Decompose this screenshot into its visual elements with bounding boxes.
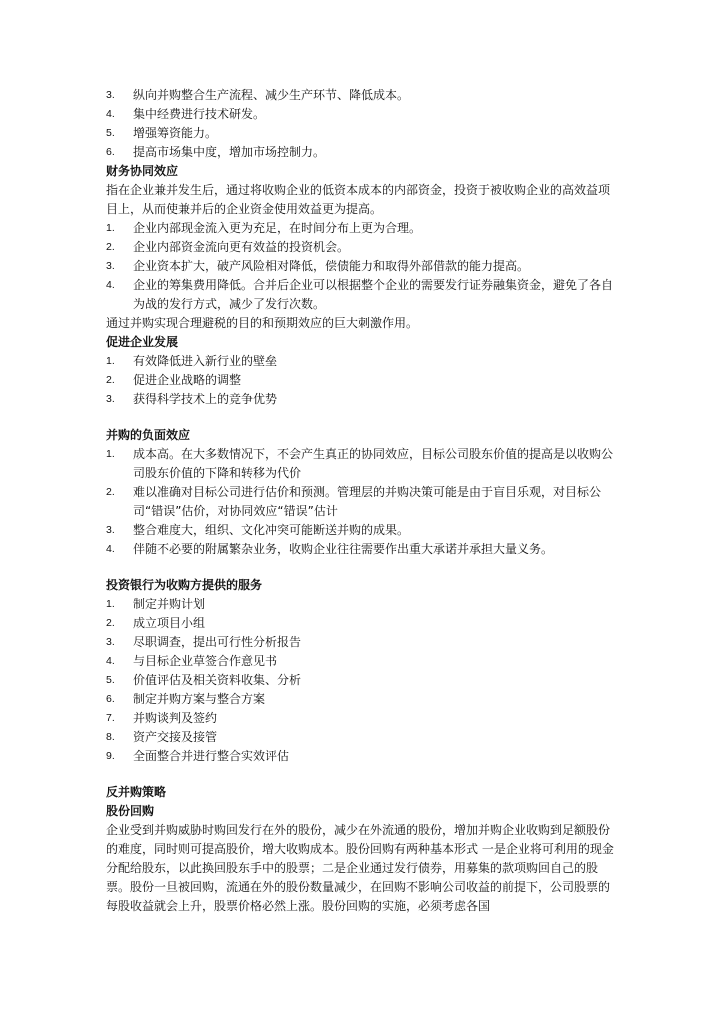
- list-item: [106, 595, 614, 614]
- list-number: 6.: [106, 693, 115, 705]
- list-item: [106, 276, 614, 314]
- list-item: [106, 521, 614, 540]
- list-text: 全面整合并进行整合实效评估: [133, 749, 290, 763]
- list-text: 纵向并购整合生产流程、减少生产环节、降低成本。: [133, 88, 410, 102]
- list-text: 资产交接及接管: [133, 730, 218, 744]
- ib-services-heading: 投资银行为收购方提供的服务: [106, 578, 263, 592]
- list-text: 价值评估及相关资料收集、分析: [133, 673, 302, 687]
- list-item: [106, 219, 614, 238]
- list-item: [106, 390, 614, 409]
- list-item: [106, 238, 614, 257]
- synergy-list: [106, 86, 614, 162]
- list-text: 成本高。在大多数情况下，不会产生真正的协同效应，目标公司股东价值的提高是以收购公司股东价值的下降和转移为代价: [133, 447, 614, 480]
- list-text: 集中经费进行技术研发。: [133, 107, 266, 121]
- list-number: 2.: [106, 241, 115, 253]
- document-page: [106, 86, 614, 916]
- list-item: [106, 690, 614, 709]
- list-text: 难以准确对目标公司进行估价和预测。管理层的并购决策可能是由于盲目乐观，对目标公司“错误”估价，对协同效应“错误”估计: [133, 485, 602, 518]
- list-item: [106, 540, 614, 559]
- list-item: [106, 257, 614, 276]
- list-text: 成立项目小组: [133, 616, 206, 630]
- development-heading: 促进企业发展: [106, 335, 179, 349]
- list-text: 整合难度大，组织、文化冲突可能断送并购的成果。: [133, 523, 410, 537]
- list-text: 企业资本扩大，破产风险相对降低，偿债能力和取得外部借款的能力提高。: [133, 259, 530, 273]
- financial-synergy-heading: 财务协同效应: [106, 164, 179, 178]
- list-item: [106, 143, 614, 162]
- list-item: [106, 728, 614, 747]
- list-text: 提高市场集中度，增加市场控制力。: [133, 145, 326, 159]
- list-text: 制定并购计划: [133, 597, 206, 611]
- list-text: 有效降低进入新行业的壁垒: [133, 354, 278, 368]
- list-item: [106, 633, 614, 652]
- list-number: 1.: [106, 222, 115, 234]
- negative-effects-heading: 并购的负面效应: [106, 428, 191, 442]
- list-item: [106, 124, 614, 143]
- anti-takeover-heading: 反并购策略: [106, 785, 167, 799]
- list-number: 2.: [106, 374, 115, 386]
- list-item: [106, 445, 614, 483]
- list-item: [106, 483, 614, 521]
- list-text: 企业内部资金流向更有效益的投资机会。: [133, 240, 350, 254]
- list-text: 尽职调查，提出可行性分析报告: [133, 635, 302, 649]
- list-text: 伴随不必要的附属繁杂业务，收购企业往往需要作出重大承诺并承担大量义务。: [133, 542, 554, 556]
- list-number: 3.: [106, 260, 115, 272]
- list-number: 1.: [106, 355, 115, 367]
- list-number: 4.: [106, 543, 115, 555]
- list-text: 促进企业战略的调整: [133, 373, 242, 387]
- financial-synergy-intro: 指在企业兼并发生后，通过将收购企业的低资本成本的内部资金，投资于被收购企业的高效益项目上，从而使兼并后的企业资金使用效益更为提高。: [106, 183, 611, 216]
- list-number: 4.: [106, 279, 115, 291]
- negative-effects-list: [106, 445, 614, 559]
- list-number: 1.: [106, 598, 115, 610]
- list-item: [106, 86, 614, 105]
- list-text: 制定并购方案与整合方案: [133, 692, 266, 706]
- list-item: [106, 709, 614, 728]
- list-item: [106, 105, 614, 124]
- list-number: 2.: [106, 486, 115, 498]
- list-number: 8.: [106, 731, 115, 743]
- list-number: 3.: [106, 524, 115, 536]
- list-number: 4.: [106, 655, 115, 667]
- financial-synergy-outro: 通过并购实现合理避税的目的和预期效应的巨大刺激作用。: [106, 316, 419, 330]
- list-number: 7.: [106, 712, 115, 724]
- list-number: 6.: [106, 146, 115, 158]
- list-text: 与目标企业草签合作意见书: [133, 654, 278, 668]
- list-number: 3.: [106, 393, 115, 405]
- list-number: 4.: [106, 108, 115, 120]
- list-number: 5.: [106, 674, 115, 686]
- development-list: [106, 352, 614, 409]
- list-item: [106, 371, 614, 390]
- share-buyback-paragraph: 企业受到并购威胁时购回发行在外的股份，减少在外流通的股份，增加并购企业收购到足额股份的难度，同时则可提高股价，增大收购成本。股份回购有两种基本形式 一是企业将可利用的现金分配给股东，以此换回股东手中的股票；二是企业通过发行债券，用募集的款项购回自己的股票。股份一旦被回购，流通在外的股份数量减少，在回购不影响公司收益的前提下，公司股票的每股收益就会上升，股票价格必然上涨。股份回购的实施，必须考虑各国: [106, 823, 614, 913]
- list-number: 3.: [106, 89, 115, 101]
- share-buyback-subheading: 股份回购: [106, 804, 155, 818]
- list-text: 企业的筹集费用降低。合并后企业可以根据整个企业的需要发行证券融集资金，避免了各自为战的发行方式，减少了发行次数。: [133, 278, 614, 311]
- list-text: 并购谈判及签约: [133, 711, 218, 725]
- ib-services-list: [106, 595, 614, 766]
- list-number: 5.: [106, 127, 115, 139]
- list-item: [106, 352, 614, 371]
- spacer: [106, 559, 614, 576]
- financial-synergy-list: [106, 219, 614, 314]
- list-number: 1.: [106, 448, 115, 460]
- list-number: 2.: [106, 617, 115, 629]
- list-item: [106, 671, 614, 690]
- list-text: 增强筹资能力。: [133, 126, 218, 140]
- list-number: 9.: [106, 750, 115, 762]
- list-text: 企业内部现金流入更为充足，在时间分布上更为合理。: [133, 221, 422, 235]
- list-number: 3.: [106, 636, 115, 648]
- spacer: [106, 409, 614, 426]
- list-item: [106, 614, 614, 633]
- list-item: [106, 747, 614, 766]
- list-item: [106, 652, 614, 671]
- spacer: [106, 766, 614, 783]
- list-text: 获得科学技术上的竞争优势: [133, 392, 278, 406]
